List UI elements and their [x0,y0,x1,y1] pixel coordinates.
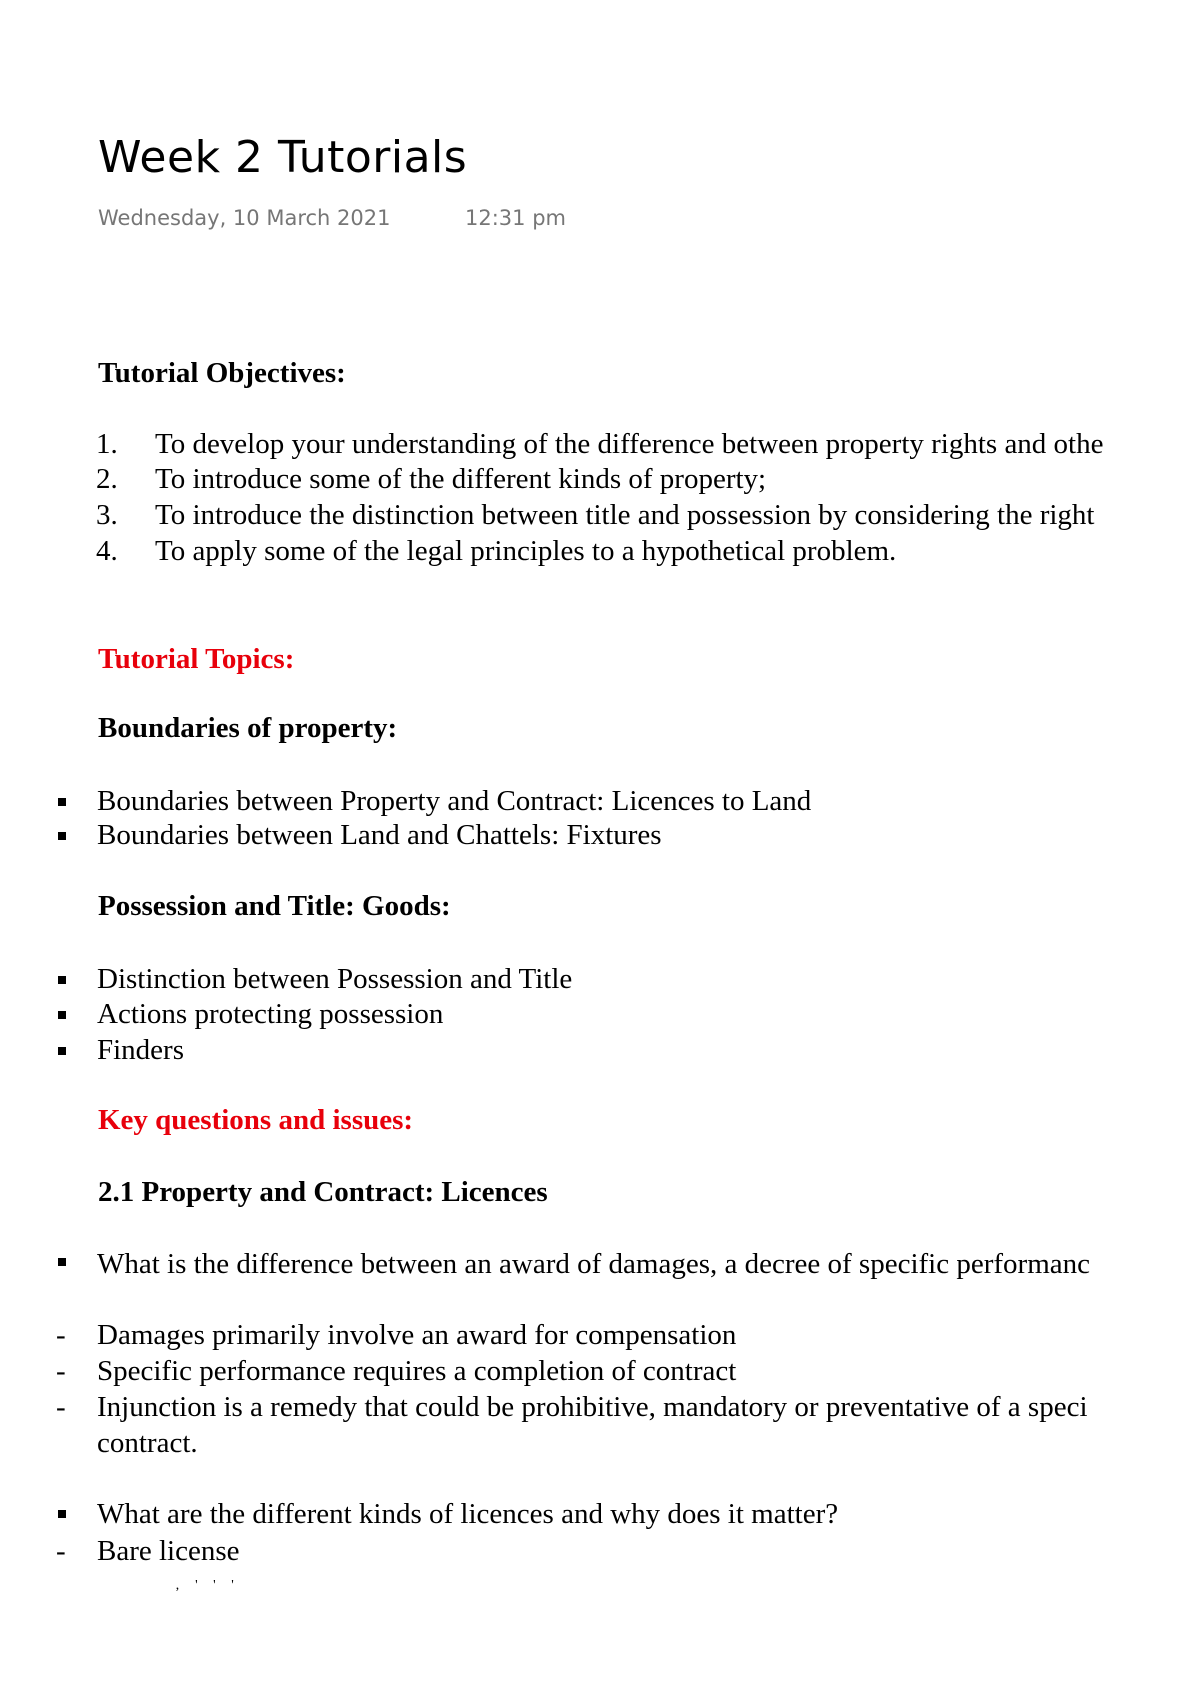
dash-bullet-icon: - [56,1535,66,1567]
objective-number: 4. [96,535,118,567]
question-item: What are the different kinds of licences and why does it matter? [97,1498,839,1530]
answer-item: Bare license [97,1535,240,1567]
objective-number: 3. [96,499,118,531]
dash-bullet-icon: - [56,1319,66,1351]
list-item: Finders [97,1034,184,1066]
list-item: Actions protecting possession [97,998,444,1030]
objective-text: To apply some of the legal principles to a hypothetical problem. [155,535,897,567]
dash-bullet-icon: - [56,1355,66,1387]
objective-number: 1. [96,428,118,460]
answer-continuation: contract. [97,1427,198,1459]
objective-number: 2. [96,463,118,495]
list-item: Boundaries between Property and Contract: Licences to Land [97,785,812,817]
key-questions-heading: Key questions and issues: [98,1104,414,1136]
objective-text: To introduce some of the different kinds of property; [155,463,767,495]
topics-heading: Tutorial Topics: [98,643,295,675]
answer-item: Damages primarily involve an award for compensation [97,1319,737,1351]
objective-text: To introduce the distinction between title and possession by considering the right [155,499,1095,531]
square-bullet-icon [58,1011,66,1019]
square-bullet-icon [58,1047,66,1055]
boundaries-heading: Boundaries of property: [98,712,398,744]
page-date: Wednesday, 10 March 2021 [98,206,391,230]
square-bullet-icon [58,1258,66,1266]
page-title: Week 2 Tutorials [98,132,468,183]
dash-bullet-icon: - [56,1391,66,1423]
question-item: What is the difference between an award of damages, a decree of specific performanc [97,1248,1090,1280]
list-item: Boundaries between Land and Chattels: Fixtures [97,819,662,851]
answer-item: Specific performance requires a completion of contract [97,1355,737,1387]
objective-text: To develop your understanding of the difference between property rights and othe [155,428,1104,460]
list-item: Distinction between Possession and Title [97,963,573,995]
square-bullet-icon [58,1510,66,1518]
square-bullet-icon [58,976,66,984]
page-time: 12:31 pm [465,206,566,230]
possession-heading: Possession and Title: Goods: [98,890,451,922]
square-bullet-icon [58,832,66,840]
answer-item: Injunction is a remedy that could be prohibitive, mandatory or preventative of a speci [97,1391,1088,1423]
square-bullet-icon [58,798,66,806]
objectives-heading: Tutorial Objectives: [98,357,346,389]
cut-off-text-fragment: ‚ ' ' ' [175,1578,240,1593]
licences-section-heading: 2.1 Property and Contract: Licences [98,1176,548,1208]
